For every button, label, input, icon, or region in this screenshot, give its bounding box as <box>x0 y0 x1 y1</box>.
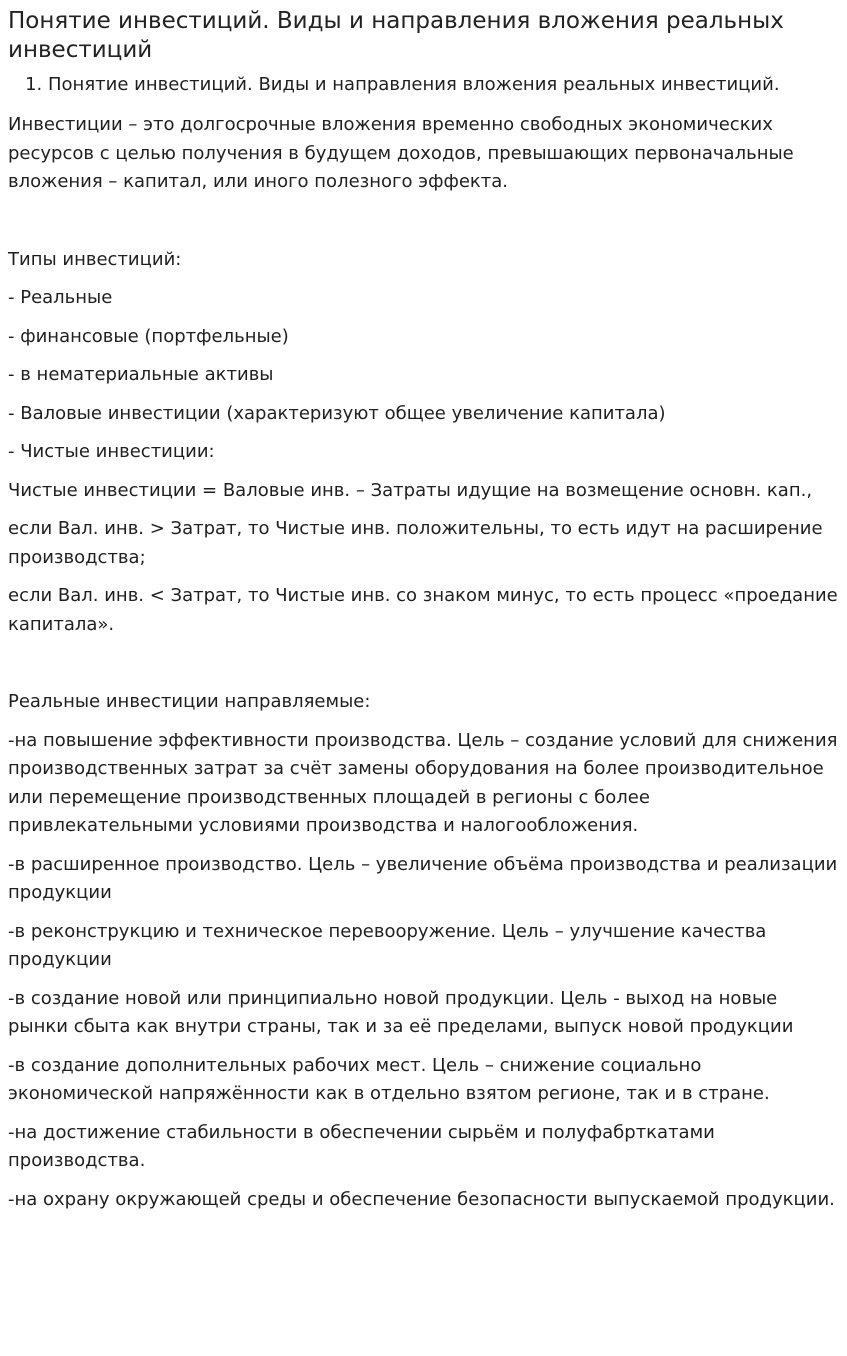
type-item: - Чистые инвестиции: <box>8 441 215 462</box>
page-title: Понятие инвестиций. Виды и направления вложения реальных инвестиций <box>8 8 784 63</box>
direction-item: -на достижение стабильности в обеспечении сырьём и полуфабрткатами производства. <box>8 1121 715 1171</box>
direction-item: -в создание дополнительных рабочих мест. Цель – снижение социально экономической напряжённости как в отдельно взятом регионе, так и в стране. <box>8 1054 770 1104</box>
spacer <box>8 649 839 688</box>
toc-item[interactable] <box>48 71 839 99</box>
direction-item: -в создание новой или принципиально новой продукции. Цель - выход на новые рынки сбыта как внутри страны, так и за её пределами, выпуск новой продукции <box>8 987 794 1037</box>
net-investment-line: Чистые инвестиции = Валовые инв. – Затраты идущие на возмещение основн. кап., <box>8 479 813 501</box>
directions-heading: Реальные инвестиции направляемые: <box>8 691 371 712</box>
direction-item: -в реконструкцию и техническое перевооружение. Цель – улучшение качества продукции <box>8 920 767 970</box>
direction-item: -на повышение эффективности производства. Цель – создание условий для снижения производственных затрат за счёт замены оборудования на более производительное или перемещение производственных площадей в регионы с более привлекательными условиями производства и налогообложения. <box>8 729 838 836</box>
net-investment-line: если Вал. инв. > Затрат, то Чистые инв. положительны, то есть идут на расширение производства; <box>8 518 823 568</box>
spacer <box>8 207 839 246</box>
type-item: - Валовые инвестиции (характеризуют общее увеличение капитала) <box>8 402 666 424</box>
type-item: - в нематериальные активы <box>8 364 274 385</box>
net-investment-line: если Вал. инв. < Затрат, то Чистые инв. со знаком минус, то есть процесс «проедание капитала». <box>8 585 838 635</box>
table-of-contents <box>8 71 839 99</box>
direction-item: -в расширенное производство. Цель – увеличение объёма производства и реализации продукции <box>8 853 838 903</box>
type-item: - Реальные <box>8 287 113 308</box>
type-item: - финансовые (портфельные) <box>8 325 289 347</box>
direction-item: -на охрану окружающей среды и обеспечение безопасности выпускаемой продукции. <box>8 1188 835 1210</box>
toc-item-label[interactable]: Понятие инвестиций. Виды и направления вложения реальных инвестиций. <box>48 74 780 95</box>
types-heading: Типы инвестиций: <box>8 248 182 270</box>
intro-paragraph: Инвестиции – это долгосрочные вложения временно свободных экономических ресурсов с целью получения в будущем доходов, превышающих первоначальные вложения – капитал, или иного полезного эффекта. <box>8 114 794 192</box>
